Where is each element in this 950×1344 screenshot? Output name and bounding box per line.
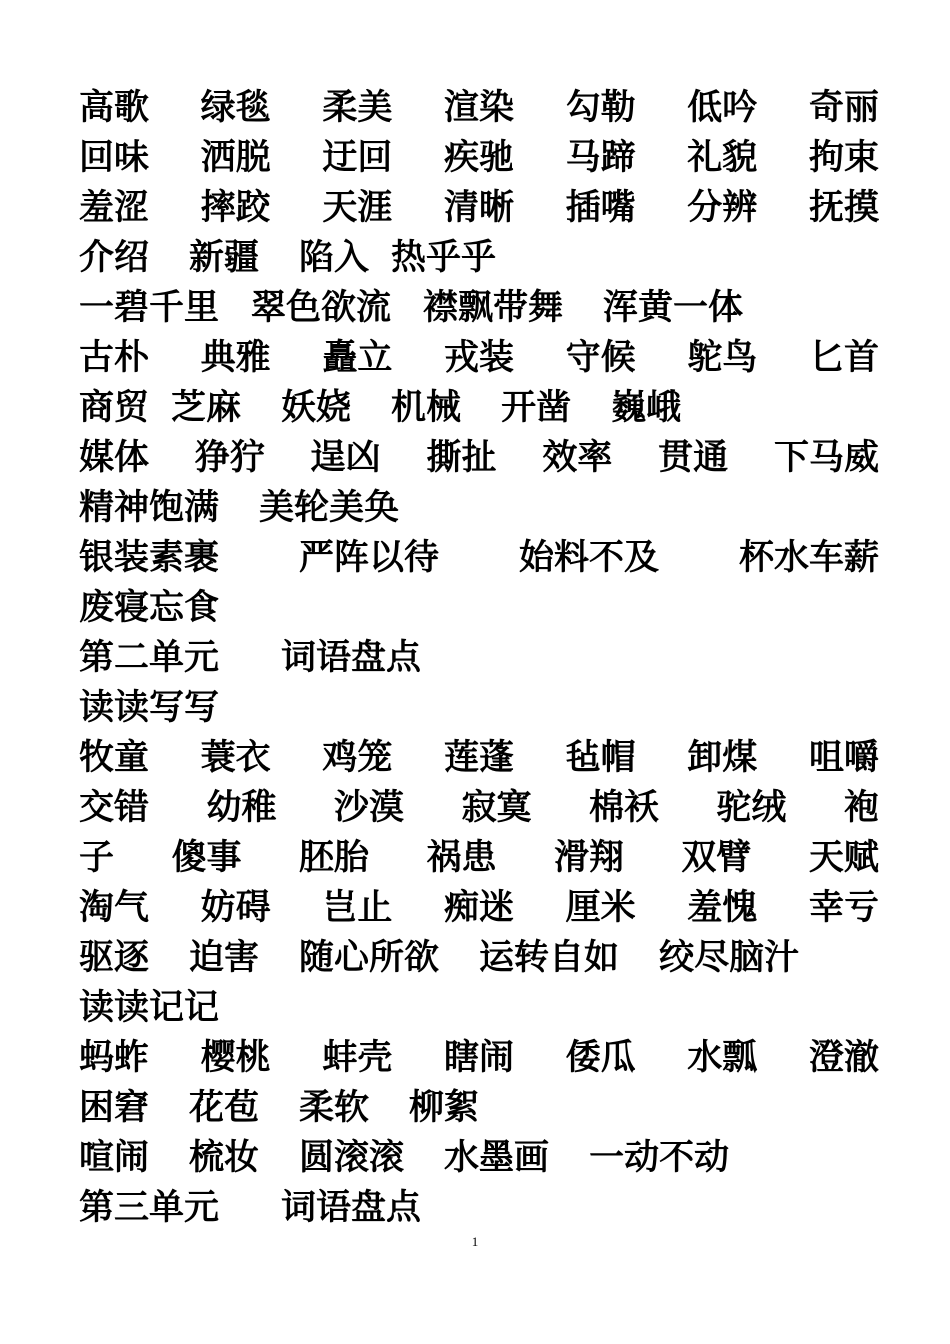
vocabulary-word: 幸亏 — [808, 887, 879, 928]
vocabulary-word: 牧童 — [79, 737, 150, 778]
vocabulary-word: 高歌 — [79, 87, 150, 128]
vocabulary-word: 迂回 — [322, 137, 393, 178]
vocabulary-word: 水瓢 — [687, 1037, 758, 1078]
text-line — [79, 333, 879, 383]
vocabulary-word: 妖娆 — [281, 387, 352, 428]
vocabulary-word: 子 — [79, 837, 115, 878]
vocabulary-word: 渲染 — [443, 87, 514, 128]
vocabulary-word: 新疆 — [189, 237, 260, 278]
text-line — [79, 383, 879, 433]
vocabulary-word: 双臂 — [681, 837, 752, 878]
vocabulary-word: 机械 — [391, 387, 462, 428]
vocabulary-word: 贯通 — [658, 437, 729, 478]
text-line — [79, 233, 879, 283]
vocabulary-word: 回味 — [79, 137, 150, 178]
vocabulary-word: 幼稚 — [206, 787, 277, 828]
vocabulary-word: 一碧千里 — [79, 287, 220, 328]
vocabulary-word: 一动不动 — [589, 1137, 730, 1178]
vocabulary-word: 随心所欲 — [299, 937, 440, 978]
vocabulary-word: 矗立 — [322, 337, 393, 378]
vocabulary-word: 严阵以待 — [298, 537, 439, 578]
vocabulary-word: 商贸 — [79, 387, 150, 428]
vocabulary-word: 效率 — [542, 437, 613, 478]
vocabulary-word: 傻事 — [171, 837, 242, 878]
vocabulary-word: 羞愧 — [687, 887, 758, 928]
vocabulary-word: 梳妆 — [189, 1137, 260, 1178]
vocabulary-word: 介绍 — [79, 237, 150, 278]
text-line — [79, 83, 879, 133]
vocabulary-word: 痴迷 — [443, 887, 514, 928]
text-line — [79, 1133, 879, 1183]
text-line — [79, 883, 879, 933]
text-line — [79, 1083, 879, 1133]
vocabulary-word: 柳絮 — [409, 1087, 480, 1128]
vocabulary-word: 匕首 — [808, 337, 879, 378]
text-line — [79, 983, 879, 1033]
vocabulary-word: 天赋 — [808, 837, 879, 878]
vocabulary-word: 热乎乎 — [391, 237, 497, 278]
vocabulary-word: 绞尽脑汁 — [659, 937, 800, 978]
text-line — [79, 633, 879, 683]
vocabulary-word: 蚌壳 — [322, 1037, 393, 1078]
vocabulary-word: 礼貌 — [687, 137, 758, 178]
vocabulary-word: 胚胎 — [298, 837, 369, 878]
vocabulary-word: 摔跤 — [200, 187, 271, 228]
text-line — [79, 933, 879, 983]
vocabulary-word: 守候 — [565, 337, 636, 378]
vocabulary-word: 陷入 — [299, 237, 370, 278]
vocabulary-word: 袍 — [843, 787, 879, 828]
vocabulary-word: 第三单元 — [79, 1187, 220, 1228]
vocabulary-word: 疾驰 — [443, 137, 514, 178]
vocabulary-word: 水墨画 — [444, 1137, 550, 1178]
vocabulary-word: 银装素裹 — [79, 537, 220, 578]
text-line — [79, 733, 879, 783]
vocabulary-word: 芝麻 — [171, 387, 242, 428]
vocabulary-word: 卸煤 — [687, 737, 758, 778]
vocabulary-word: 精神饱满 — [79, 487, 220, 528]
vocabulary-word: 淘气 — [79, 887, 150, 928]
vocabulary-word: 毡帽 — [565, 737, 636, 778]
text-line — [79, 533, 879, 583]
vocabulary-word: 天涯 — [322, 187, 393, 228]
vocabulary-word: 圆滚滚 — [299, 1137, 405, 1178]
vocabulary-word: 襟飘带舞 — [423, 287, 564, 328]
vocabulary-word: 沙漠 — [333, 787, 404, 828]
vocabulary-word: 妨碍 — [200, 887, 271, 928]
vocabulary-word: 祸患 — [426, 837, 497, 878]
vocabulary-word: 抚摸 — [808, 187, 879, 228]
text-line — [79, 1183, 879, 1233]
vocabulary-word: 蓑衣 — [200, 737, 271, 778]
vocabulary-word: 困窘 — [79, 1087, 150, 1128]
vocabulary-word: 媒体 — [79, 437, 150, 478]
vocabulary-word: 绿毯 — [200, 87, 271, 128]
vocabulary-word: 驱逐 — [79, 937, 150, 978]
text-line — [79, 1033, 879, 1083]
vocabulary-word: 倭瓜 — [565, 1037, 636, 1078]
vocabulary-word: 喧闹 — [79, 1137, 150, 1178]
vocabulary-word: 运转自如 — [479, 937, 620, 978]
vocabulary-word: 第二单元 — [79, 637, 220, 678]
vocabulary-word: 巍峨 — [611, 387, 682, 428]
vocabulary-word: 插嘴 — [565, 187, 636, 228]
vocabulary-word: 废寝忘食 — [79, 587, 220, 628]
vocabulary-word: 鸡笼 — [322, 737, 393, 778]
vocabulary-word: 滑翔 — [553, 837, 624, 878]
vocabulary-word: 分辨 — [687, 187, 758, 228]
vocabulary-word: 蚂蚱 — [79, 1037, 150, 1078]
vocabulary-word: 开凿 — [501, 387, 572, 428]
vocabulary-word: 交错 — [79, 787, 150, 828]
vocabulary-word: 拘束 — [808, 137, 879, 178]
text-line — [79, 133, 879, 183]
vocabulary-word: 撕扯 — [426, 437, 497, 478]
text-line — [79, 783, 879, 833]
vocabulary-word: 逞凶 — [310, 437, 381, 478]
vocabulary-word: 樱桃 — [200, 1037, 271, 1078]
vocabulary-word: 厘米 — [565, 887, 636, 928]
vocabulary-word: 下马威 — [773, 437, 879, 478]
vocabulary-word: 典雅 — [200, 337, 271, 378]
vocabulary-word: 柔美 — [322, 87, 393, 128]
vocabulary-word: 花苞 — [189, 1087, 260, 1128]
vocabulary-word: 低吟 — [687, 87, 758, 128]
text-line — [79, 183, 879, 233]
vocabulary-word: 勾勒 — [565, 87, 636, 128]
vocabulary-word: 读读写写 — [79, 687, 220, 728]
vocabulary-word: 词语盘点 — [281, 1187, 422, 1228]
vocabulary-word: 寂寞 — [461, 787, 532, 828]
vocabulary-word: 美轮美奂 — [259, 487, 400, 528]
text-line — [79, 283, 879, 333]
vocabulary-word: 咀嚼 — [808, 737, 879, 778]
vocabulary-word: 岂止 — [322, 887, 393, 928]
vocabulary-word: 莲蓬 — [443, 737, 514, 778]
vocabulary-word: 柔软 — [299, 1087, 370, 1128]
vocabulary-word: 马蹄 — [565, 137, 636, 178]
vocabulary-word: 奇丽 — [808, 87, 879, 128]
vocabulary-word: 羞涩 — [79, 187, 150, 228]
vocabulary-word: 读读记记 — [79, 987, 220, 1028]
vocabulary-word: 古朴 — [79, 337, 150, 378]
vocabulary-word: 翠色欲流 — [251, 287, 392, 328]
vocabulary-word: 浑黄一体 — [603, 287, 744, 328]
text-line — [79, 583, 879, 633]
vocabulary-word: 迫害 — [189, 937, 260, 978]
text-line — [79, 683, 879, 733]
page-number: 1 — [471, 1234, 479, 1249]
document-body — [79, 83, 879, 1233]
vocabulary-word: 驼绒 — [716, 787, 787, 828]
vocabulary-word: 澄澈 — [808, 1037, 879, 1078]
vocabulary-word: 棉袄 — [588, 787, 659, 828]
vocabulary-word: 洒脱 — [200, 137, 271, 178]
vocabulary-word: 狰狞 — [194, 437, 265, 478]
vocabulary-word: 杯水车薪 — [738, 537, 879, 578]
vocabulary-word: 始料不及 — [518, 537, 659, 578]
text-line — [79, 833, 879, 883]
text-line — [79, 433, 879, 483]
vocabulary-word: 瞎闹 — [443, 1037, 514, 1078]
vocabulary-word: 清晰 — [443, 187, 514, 228]
vocabulary-word: 词语盘点 — [281, 637, 422, 678]
vocabulary-word: 戎装 — [443, 337, 514, 378]
text-line — [79, 483, 879, 533]
vocabulary-word: 鸵鸟 — [687, 337, 758, 378]
